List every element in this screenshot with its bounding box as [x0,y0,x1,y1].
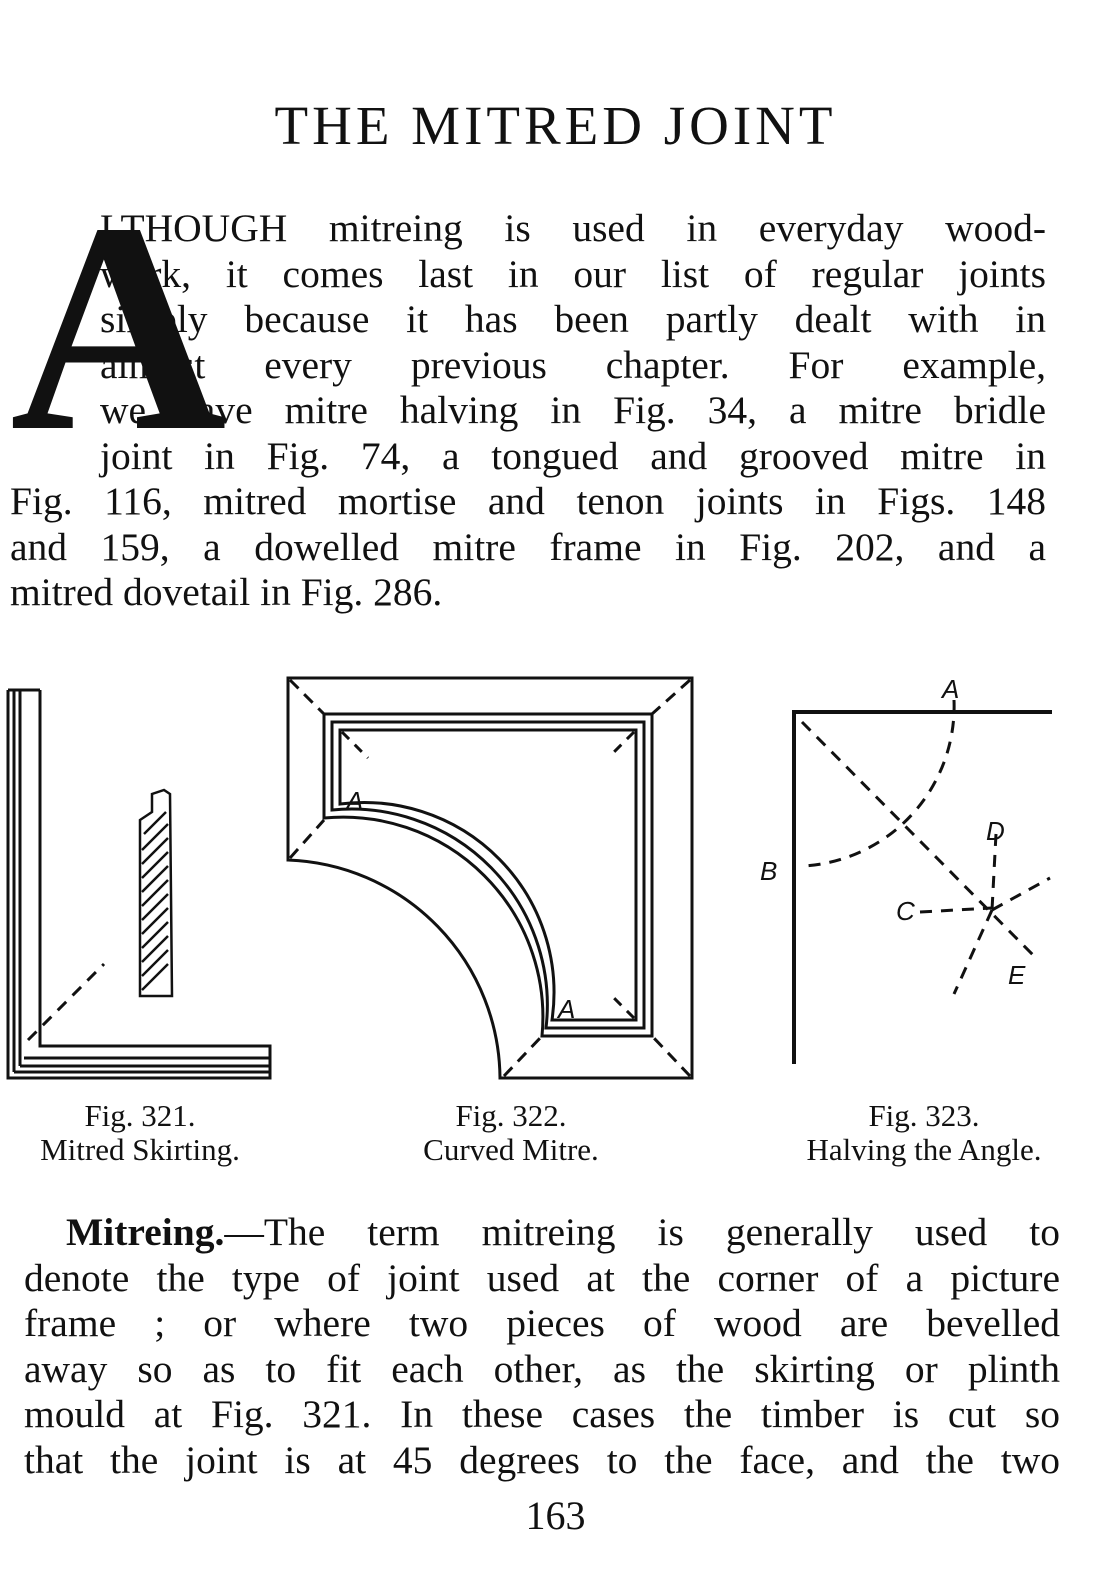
paragraph-line: mitred dovetail in Fig. 286. [10,570,443,614]
fig-323-number: Fig. 323. [868,1098,980,1133]
figures-row [0,670,1111,1090]
paragraph-line: denote the type of joint used at the corner of a picture [24,1255,1060,1300]
paragraph-line: away so as to fit each other, as the skirting or plinth [24,1346,1060,1391]
fig-321-illustration [0,670,280,1090]
fig-323-illustration [730,670,1111,1090]
paragraph-line: simply because it has been partly dealt with in [100,297,1046,341]
fig-323-label-c: C [896,896,915,926]
mitreing-paragraph [24,1210,1060,1483]
fig-322-label-a: A [558,994,576,1024]
fig-323-caption [756,1099,1092,1167]
page-number: 163 [525,1493,586,1538]
paragraph-line: work, it comes last in our list of regular joints [100,251,1046,296]
fig-323-label-a: A [942,674,960,704]
fig-322-illustration [280,670,700,1090]
fig-323-label-e: E [1008,960,1026,990]
fig-322-caption [356,1099,666,1167]
paragraph-line: almost every previous chapter. For example, [100,342,1046,387]
run-in-heading: Mitreing. [66,1210,225,1254]
intro-paragraph [10,161,1046,616]
page-title: THE MITRED JOINT [274,95,837,156]
fig-323-title: Halving the Angle. [806,1132,1042,1167]
paragraph-line: frame ; or where two pieces of wood are bevelled [24,1301,1060,1345]
paragraph-line: joint in Fig. 74, a tongued and grooved mitre in [100,433,1046,478]
paragraph-text: —The term mitreing is generally used to [224,1210,1060,1254]
paragraph-line: LTHOUGH mitreing is used in everyday wood- [100,206,1046,250]
paragraph-line: and 159, a dowelled mitre frame in Fig. 202, and a [10,524,1046,569]
fig-322-number: Fig. 322. [455,1098,567,1133]
paragraph-line: Fig. 116, mitred mortise and tenon joints in Figs. 148 [10,479,1046,523]
fig-321-caption [0,1099,280,1167]
paragraph-line: we have mitre halving in Fig. 34, a mitre bridle [100,388,1046,432]
paragraph-line: that the joint is at 45 degrees to the face, and the two [24,1437,1060,1482]
fig-322-label-a: A [346,786,364,816]
paragraph-line: mould at Fig. 321. In these cases the timber is cut so [24,1392,1060,1436]
fig-321-title: Mitred Skirting. [40,1132,240,1167]
paragraph-line [24,1210,1060,1256]
fig-321-number: Fig. 321. [84,1098,196,1133]
fig-323-label-b: B [760,856,778,886]
fig-322-title: Curved Mitre. [423,1132,599,1167]
drop-cap: A [10,161,227,493]
fig-323-label-d: D [986,816,1005,846]
